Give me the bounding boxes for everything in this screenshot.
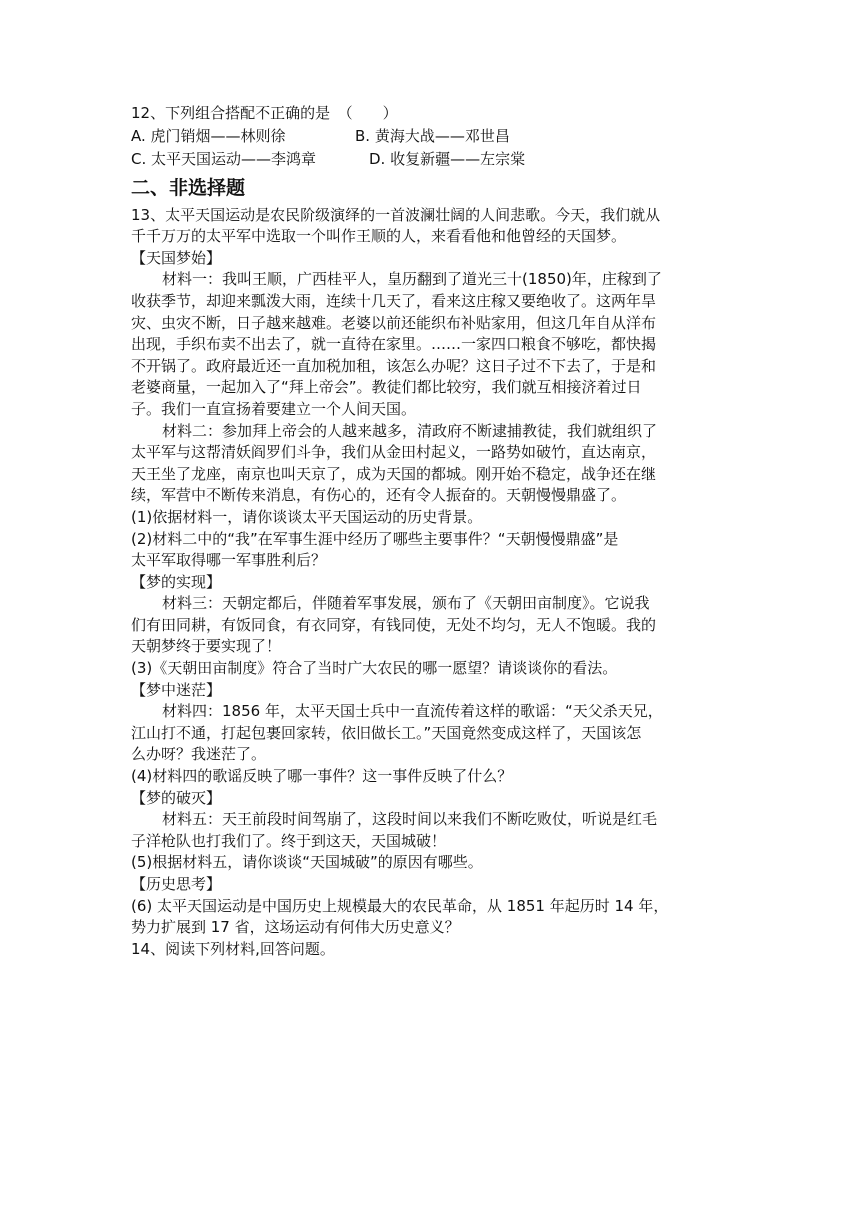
material-1-line: 灾、虫灾不断，日子越来越难。老婆以前还能织布补贴家用，但这几年自从洋布 xyxy=(131,313,657,332)
q12-options-row-1 xyxy=(131,125,731,148)
sub-question-6-line: (6) 太平天国运动是中国历史上规模最大的农民革命，从 1851 年起历时 14 年， xyxy=(131,896,669,915)
material-2-line: 续，军营中不断传来消息，有伤心的，还有令人振奋的。天朝慢慢鼎盛了。 xyxy=(131,486,627,505)
material-1-line: 子。我们一直宣扬着要建立一个人间天国。 xyxy=(131,399,417,418)
material-1-line: 老婆商量，一起加入了“拜上帝会”。教徒们都比较穷，我们就互相接济着过日 xyxy=(131,378,642,397)
q12-option-a: A. 虎门销烟——林则徐 xyxy=(131,126,286,145)
heading-lishi-sikao: 【历史思考】 xyxy=(131,875,222,893)
material-3-line: 天朝梦终于要实现了！ xyxy=(131,637,282,656)
sub-question-2-line: 太平军取得哪一军事胜利后？ xyxy=(131,551,327,570)
material-2-line: 天王坐了龙座，南京也叫天京了，成为天国的都城。刚开始不稳定，战争还在继 xyxy=(131,464,657,483)
sub-question-5: (5)根据材料五，请你谈谈“天国城破”的原因有哪些。 xyxy=(131,853,483,872)
material-2-line: 太平军与这帮清妖阎罗们斗争，我们从金田村起义，一路势如破竹，直达南京， xyxy=(131,443,657,462)
material-4-line: 江山打不通，打起包裹回家转，依旧做长工。”天国竟然变成这样了，天国该怎 xyxy=(131,723,642,742)
heading-meng-de-shixian: 【梦的实现】 xyxy=(131,572,222,591)
heading-meng-de-pomie: 【梦的破灭】 xyxy=(131,788,222,807)
q12-option-b: B. 黄海大战——邓世昌 xyxy=(355,126,510,145)
q13-intro-line: 千千万万的太平军中选取一个叫作王顺的人，来看看他和他曾经的天国梦。 xyxy=(131,227,627,246)
q12-stem: 12、下列组合搭配不正确的是 （ ） xyxy=(131,104,398,122)
sub-question-4: (4)材料四的歌谣反映了哪一事件？这一事件反映了什么？ xyxy=(131,767,513,786)
q12-option-c: C. 太平天国运动——李鸿章 xyxy=(131,149,317,168)
sub-question-3: (3)《天朝田亩制度》符合了当时广大农民的哪一愿望？请谈谈你的看法。 xyxy=(131,659,618,678)
sub-question-2-line: (2)材料二中的“我”在军事生涯中经历了哪些主要事件？“天朝慢慢鼎盛”是 xyxy=(131,529,619,548)
q12-options-row-2 xyxy=(131,148,731,171)
section-title: 二、非选择题 xyxy=(131,176,246,199)
sub-question-1: (1)依据材料一，请你谈谈太平天国运动的历史背景。 xyxy=(131,507,483,526)
heading-tianguo-mengshi: 【天国梦始】 xyxy=(131,248,222,267)
q13-intro-line: 13、太平天国运动是农民阶级演绎的一首波澜壮阔的人间悲歌。今天，我们就从 xyxy=(131,205,661,224)
sub-question-6-line: 势力扩展到 17 省，这场运动有何伟大历史意义？ xyxy=(131,918,460,937)
material-1-line: 不开锅了。政府最近还一直加税加租，该怎么办呢？这日子过不下去了，于是和 xyxy=(131,356,657,375)
material-3-line: 材料三：天朝定都后，伴随着军事发展，颁布了《天朝田亩制度》。它说我 xyxy=(162,594,650,613)
material-5-line: 子洋枪队也打我们了。终于到这天，天国城破！ xyxy=(131,831,447,850)
exam-content xyxy=(131,103,731,960)
material-2-line: 材料二：参加拜上帝会的人越来越多，清政府不断逮捕教徒，我们就组织了 xyxy=(162,421,658,440)
material-1-line: 材料一：我叫王顺，广西桂平人，皇历翻到了道光三十(1850)年，庄稼到了 xyxy=(162,270,662,289)
material-4-line: 么办呀？我迷茫了。 xyxy=(131,745,267,764)
heading-mengzhong-mimang: 【梦中迷茫】 xyxy=(131,680,222,699)
material-5-line: 材料五：天王前段时间驾崩了，这段时间以来我们不断吃败仗，听说是红毛 xyxy=(162,810,658,829)
material-4-line: 材料四：1856 年，太平天国士兵中一直流传着这样的歌谣：“天父杀天兄， xyxy=(162,702,663,721)
material-1-line: 收获季节，却迎来瓢泼大雨，连续十几天了，看来这庄稼又要绝收了。这两年旱 xyxy=(131,291,657,310)
material-1-line: 出现，手织布卖不出去了，就一直待在家里。……一家四口粮食不够吃，都快揭 xyxy=(131,335,657,354)
material-3-line: 们有田同耕，有饭同食，有衣同穿，有钱同使，无处不均匀，无人不饱暖。我的 xyxy=(131,615,657,634)
q12-option-d: D. 收复新疆——左宗棠 xyxy=(369,149,526,168)
q14-stem: 14、阅读下列材料,回答问题。 xyxy=(131,939,335,958)
